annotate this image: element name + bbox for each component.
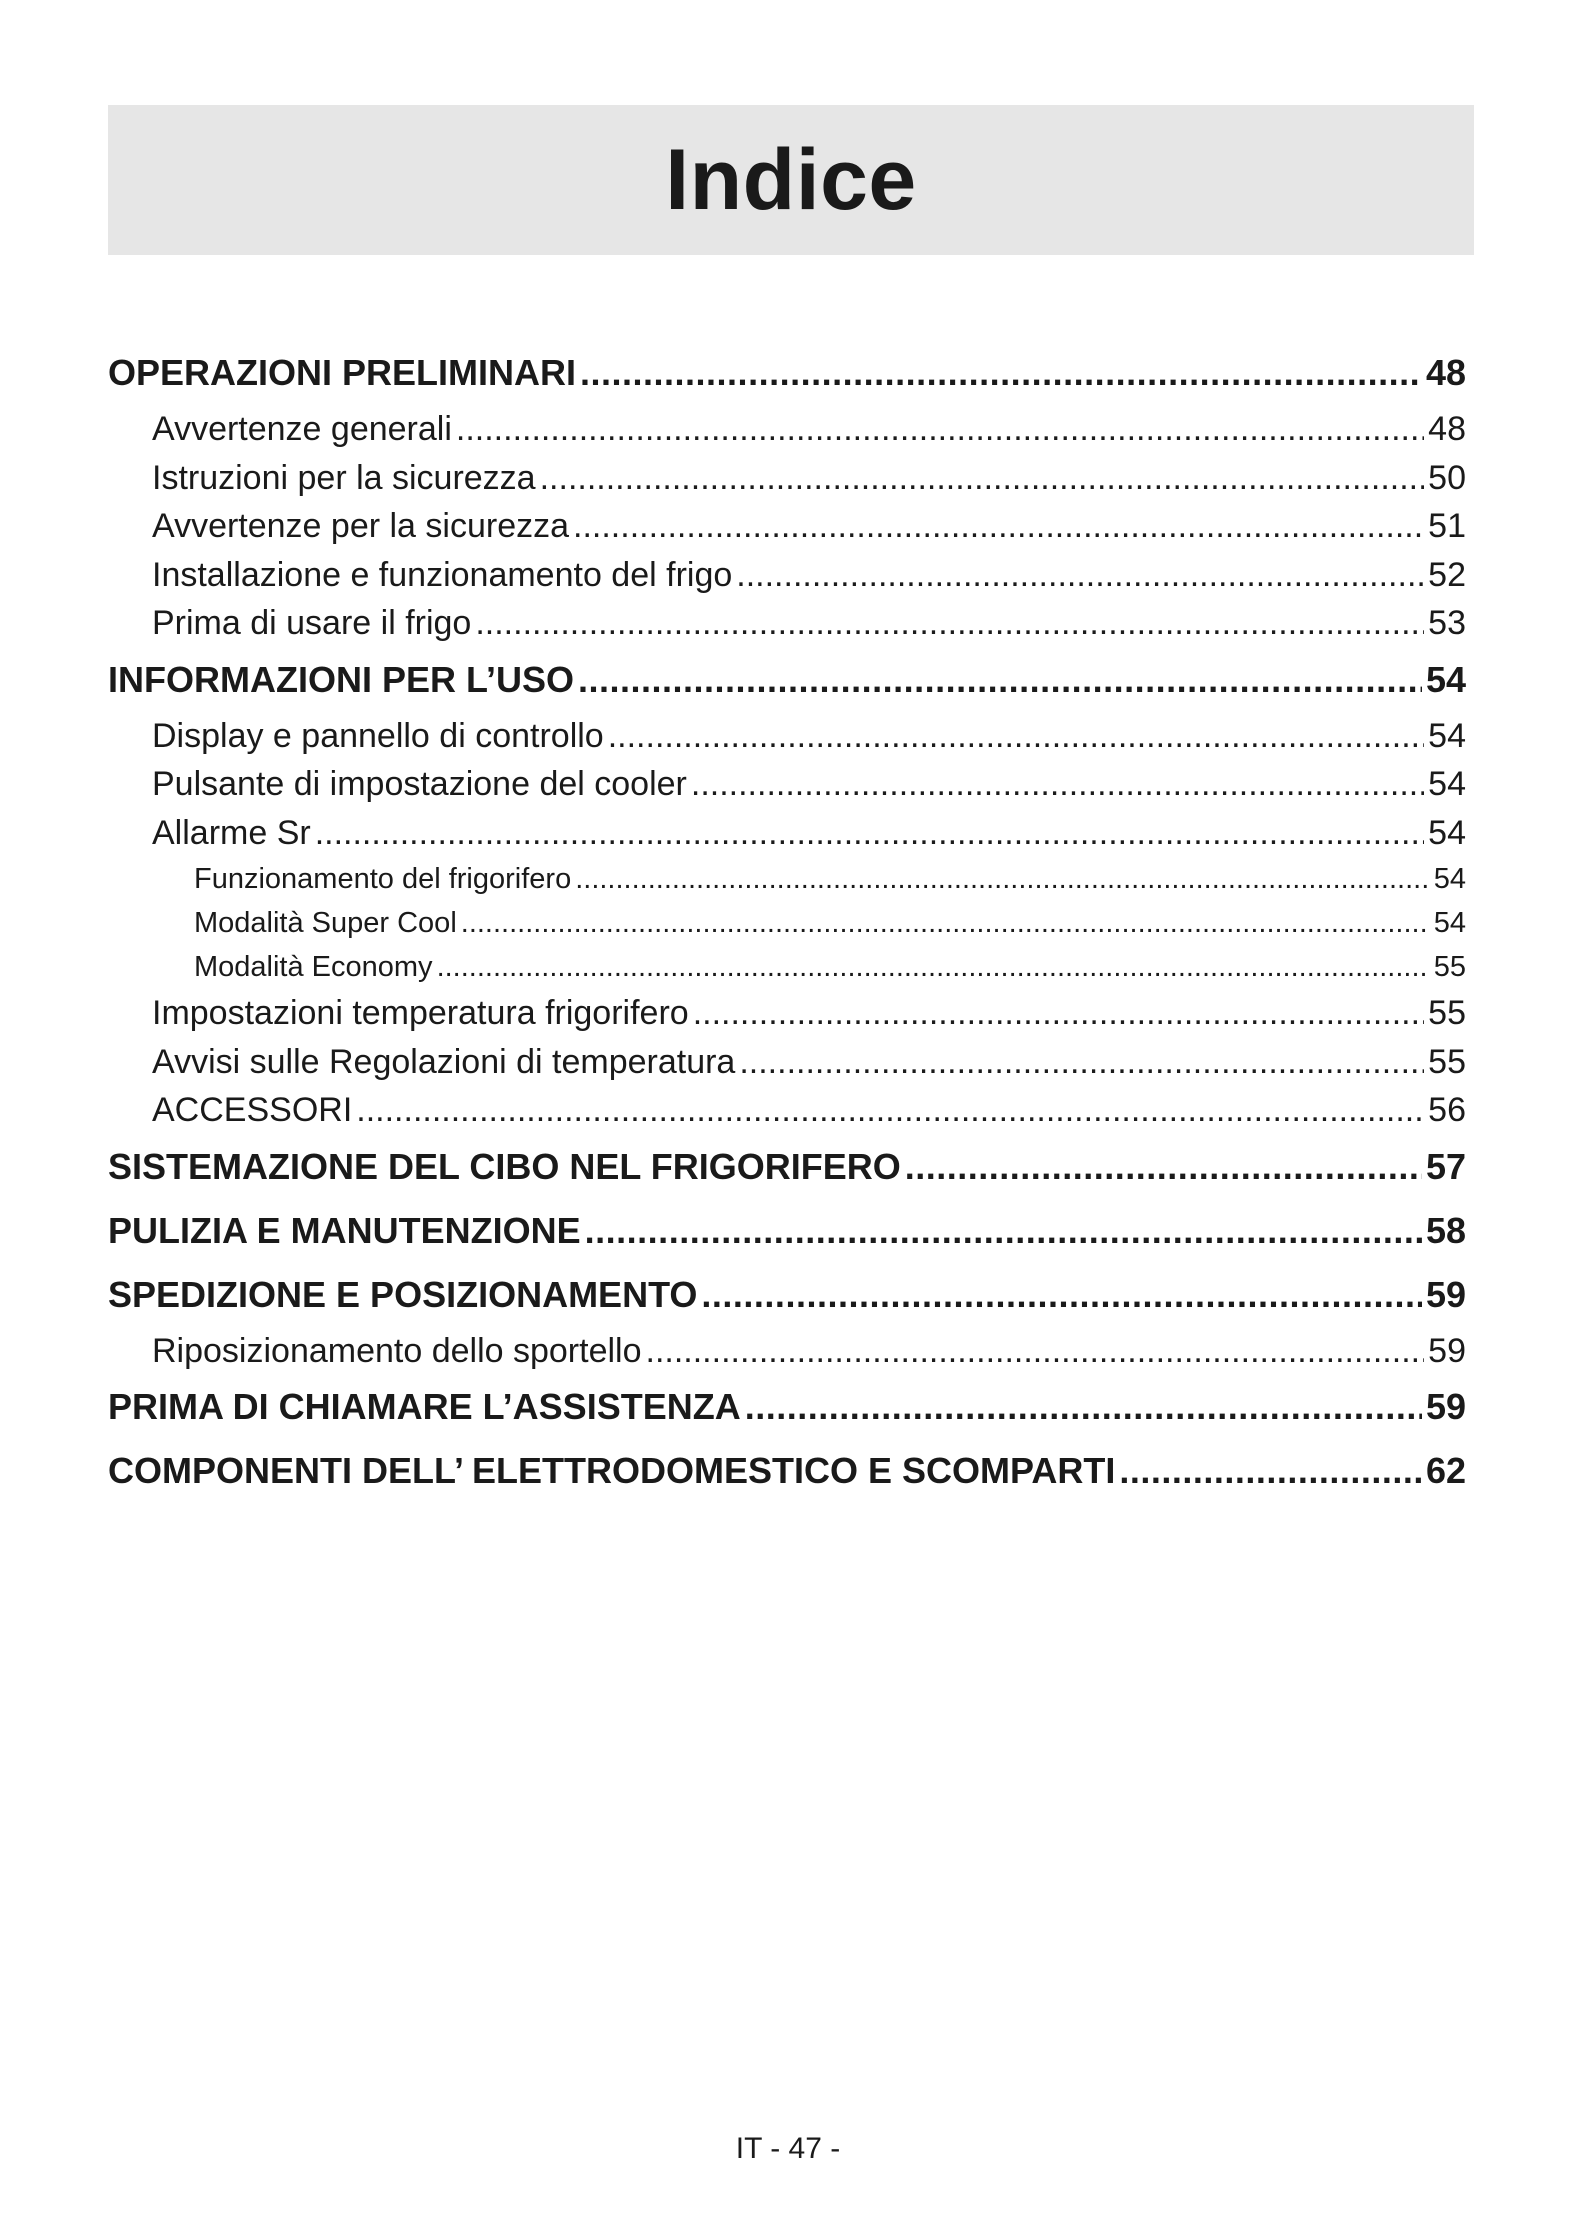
toc-entry-page-number: 54 xyxy=(1425,658,1466,700)
toc-entry[interactable] xyxy=(108,809,1466,858)
toc-entry-page-number: 59 xyxy=(1425,1273,1466,1315)
toc-entry[interactable] xyxy=(108,1038,1466,1087)
dot-leader xyxy=(356,1086,1424,1135)
toc-entry-page-number: 54 xyxy=(1433,863,1466,895)
toc-entry-label: Impostazioni temperatura frigorifero xyxy=(152,994,689,1032)
dot-leader xyxy=(575,857,1430,901)
toc-entry[interactable] xyxy=(108,857,1466,901)
dot-leader xyxy=(693,989,1424,1038)
toc-entry[interactable] xyxy=(108,1086,1466,1135)
toc-entry[interactable] xyxy=(108,551,1466,600)
toc-entry[interactable] xyxy=(108,945,1466,989)
toc-entry-label: SPEDIZIONE E POSIZIONAMENTO xyxy=(108,1273,698,1315)
toc-entry[interactable] xyxy=(108,1135,1466,1199)
toc-entry-page-number: 54 xyxy=(1428,716,1466,755)
toc-entry-page-number: 51 xyxy=(1428,507,1466,545)
dot-leader xyxy=(1119,1439,1422,1503)
toc-entry-label: Installazione e funzionamento del frigo xyxy=(152,555,733,594)
toc-entry-page-number: 50 xyxy=(1428,458,1466,497)
toc-entry-label: Funzionamento del frigorifero xyxy=(194,863,572,895)
toc-entry-page-number: 48 xyxy=(1425,352,1466,393)
toc-entry-label: Modalità Super Cool xyxy=(194,907,457,939)
toc-entry-label: SISTEMAZIONE DEL CIBO NEL FRIGORIFERO xyxy=(108,1145,901,1187)
toc-entry-label: Modalità Economy xyxy=(194,951,433,983)
toc-entry[interactable] xyxy=(108,341,1466,405)
toc-entry[interactable] xyxy=(108,1375,1466,1439)
dot-leader xyxy=(608,712,1424,761)
toc-entry-page-number: 58 xyxy=(1425,1209,1466,1251)
toc-entry-label: Avvertenze generali xyxy=(152,410,452,448)
page-title: Indice xyxy=(665,131,917,228)
dot-leader xyxy=(701,1263,1422,1327)
page-footer: IT - 47 - xyxy=(735,2132,841,2165)
dot-leader xyxy=(578,648,1422,712)
toc-entry[interactable] xyxy=(108,1199,1466,1263)
toc-entry[interactable] xyxy=(108,405,1466,454)
dot-leader xyxy=(646,1327,1425,1376)
dot-leader xyxy=(315,809,1424,858)
toc-entry-page-number: 62 xyxy=(1425,1450,1466,1491)
toc-entry-label: Avvertenze per la sicurezza xyxy=(152,507,570,545)
toc-entry-page-number: 52 xyxy=(1428,555,1466,594)
dot-leader xyxy=(739,1038,1424,1087)
toc-entry-page-number: 54 xyxy=(1433,907,1466,939)
toc-entry-label: COMPONENTI DELL’ ELETTRODOMESTICO E SCOMPARTI xyxy=(108,1450,1116,1491)
toc-entry[interactable] xyxy=(108,648,1466,712)
toc-entry-page-number: 57 xyxy=(1425,1145,1466,1187)
toc-entry-page-number: 53 xyxy=(1428,604,1466,642)
toc-entry-label: Istruzioni per la sicurezza xyxy=(152,458,536,497)
toc-entry-label: Prima di usare il frigo xyxy=(152,604,472,642)
toc-entry-page-number: 54 xyxy=(1428,765,1466,803)
toc-entry-label: Avvisi sulle Regolazioni di temperatura xyxy=(152,1042,736,1081)
toc-entry[interactable] xyxy=(108,989,1466,1038)
toc-entry-label: Riposizionamento dello sportello xyxy=(152,1331,642,1370)
table-of-contents xyxy=(108,341,1466,1503)
dot-leader xyxy=(580,341,1422,405)
dot-leader xyxy=(905,1135,1422,1199)
toc-entry-label: Display e pannello di controllo xyxy=(152,716,604,755)
toc-entry-page-number: 48 xyxy=(1428,410,1466,448)
toc-entry-page-number: 56 xyxy=(1428,1091,1466,1129)
toc-entry[interactable] xyxy=(108,502,1466,551)
toc-entry-page-number: 59 xyxy=(1425,1386,1466,1427)
dot-leader xyxy=(585,1199,1422,1263)
dot-leader xyxy=(475,599,1424,648)
dot-leader xyxy=(437,945,1430,989)
title-band xyxy=(108,105,1474,255)
toc-entry-label: OPERAZIONI PRELIMINARI xyxy=(108,352,577,393)
toc-entry-label: PRIMA DI CHIAMARE L’ASSISTENZA xyxy=(108,1386,741,1427)
toc-entry[interactable] xyxy=(108,599,1466,648)
toc-entry-label: ACCESSORI xyxy=(152,1091,353,1129)
dot-leader xyxy=(573,502,1424,551)
dot-leader xyxy=(736,551,1424,600)
toc-entry[interactable] xyxy=(108,760,1466,809)
dot-leader xyxy=(461,901,1430,945)
toc-entry[interactable] xyxy=(108,901,1466,945)
toc-entry-label: Pulsante di impostazione del cooler xyxy=(152,765,687,803)
toc-entry-page-number: 55 xyxy=(1428,1042,1466,1081)
toc-entry[interactable] xyxy=(108,712,1466,761)
toc-entry-label: INFORMAZIONI PER L’USO xyxy=(108,658,575,700)
toc-entry-page-number: 54 xyxy=(1428,813,1466,852)
toc-entry[interactable] xyxy=(108,454,1466,503)
toc-entry-page-number: 55 xyxy=(1428,994,1466,1032)
toc-entry-page-number: 55 xyxy=(1433,951,1466,983)
dot-leader xyxy=(745,1375,1422,1439)
toc-entry-page-number: 59 xyxy=(1428,1331,1466,1370)
dot-leader xyxy=(540,454,1425,503)
toc-entry[interactable] xyxy=(108,1327,1466,1376)
toc-entry-label: PULIZIA E MANUTENZIONE xyxy=(108,1209,581,1251)
toc-entry[interactable] xyxy=(108,1439,1466,1503)
toc-entry[interactable] xyxy=(108,1263,1466,1327)
toc-entry-label: Allarme Sr xyxy=(152,813,311,852)
dot-leader xyxy=(691,760,1424,809)
dot-leader xyxy=(456,405,1424,454)
